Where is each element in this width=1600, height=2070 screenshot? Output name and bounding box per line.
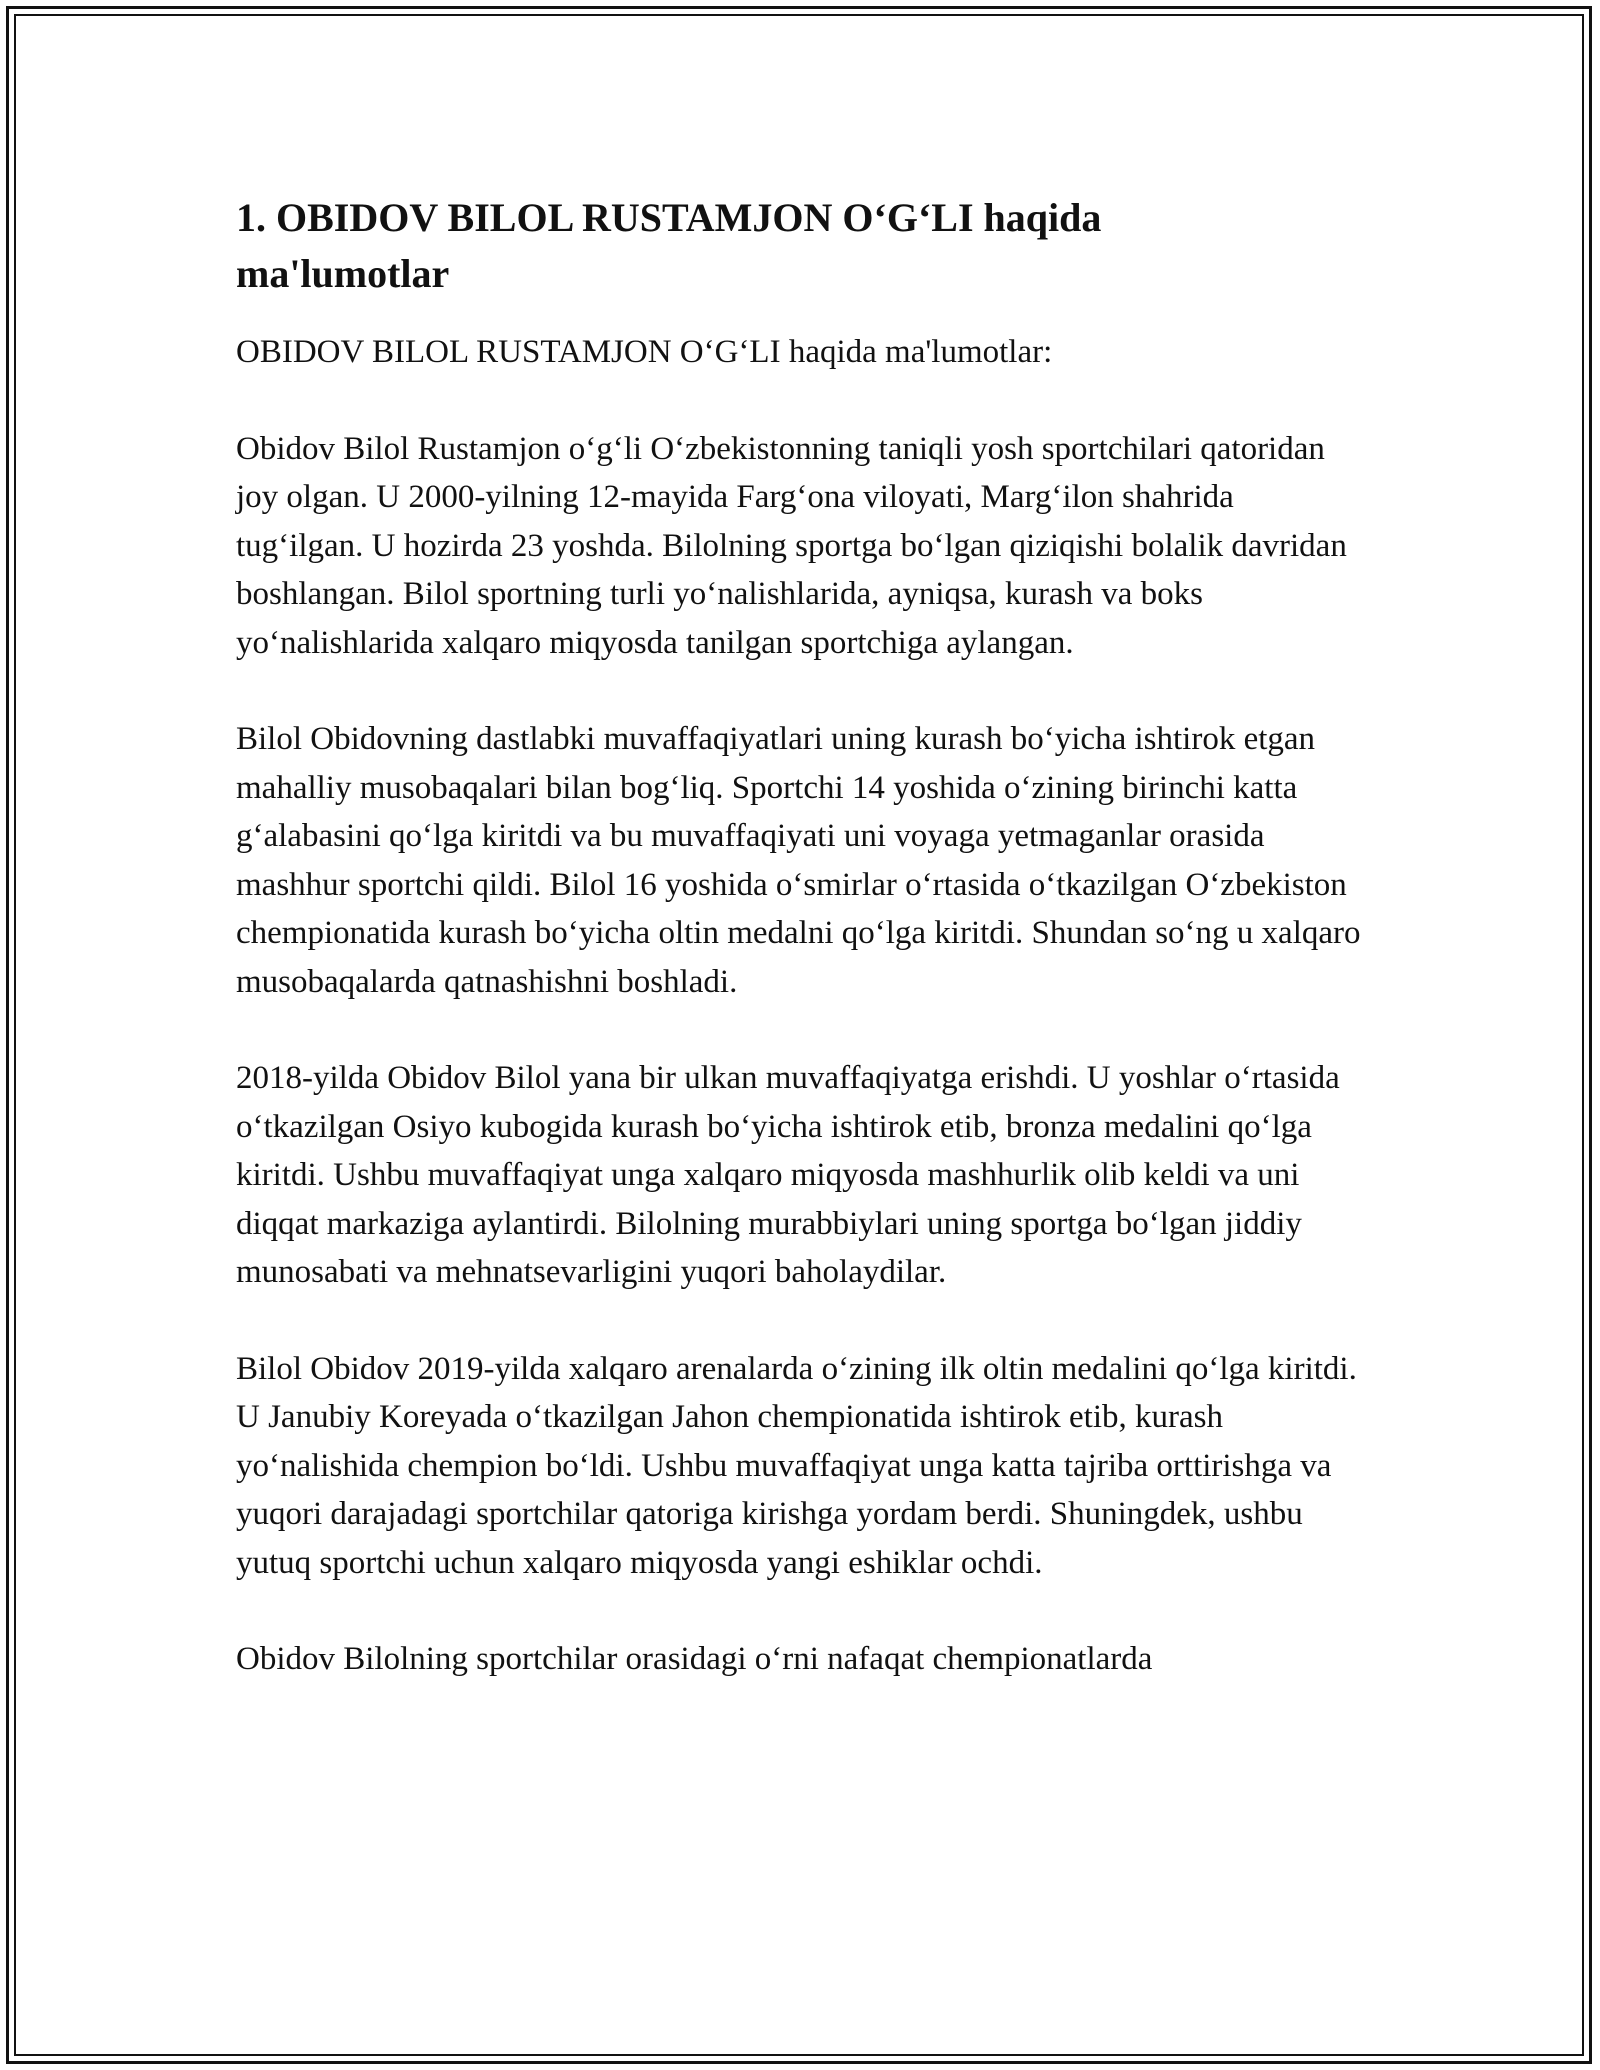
paragraph-5: Obidov Bilolning sportchilar orasidagi o‘rni nafaqat chempionatlarda bbox=[236, 1641, 1153, 1677]
paragraph-2: Bilol Obidovning dastlabki muvaffaqiyatlari uning kurash bo‘yicha ishtirok etgan mahalliy musobaqalari bilan bog‘liq. Sportchi 14 yoshida o‘zining birinchi katta g‘alabasini qo‘lga kiritdi va bu muvaffaqiyati uni voyaga yetmaganlar orasida mashhur sportchi qildi. Bilol 16 yoshida o‘smirlar o‘rtasida o‘tkazilgan O‘zbekiston chempionatida kurash bo‘yicha oltin medalni qo‘lga kiritdi. Shundan so‘ng u xalqaro musobaqalarda qatnashishni boshladi. bbox=[236, 721, 1361, 1000]
heading-line-2: ma'lumotlar bbox=[236, 251, 450, 296]
heading-line-1: 1. OBIDOV BILOL RUSTAMJON O‘G‘LI haqida bbox=[236, 195, 1102, 240]
paragraph-1: Obidov Bilol Rustamjon o‘g‘li O‘zbekistonning taniqli yosh sportchilari qatoridan joy olgan. U 2000-yilning 12-mayida Farg‘ona viloyati, Marg‘ilon shahrida tug‘ilgan. U hozirda 23 yoshda. Bilolning sportga bo‘lgan qiziqishi bolalik davridan boshlangan. Bilol sportning turli yo‘nalishlarida, ayniqsa, kurash va boks yo‘nalishlarida xalqaro miqyosda tanilgan sportchiga aylangan. bbox=[236, 430, 1347, 661]
paragraph-3: 2018-yilda Obidov Bilol yana bir ulkan muvaffaqiyatga erishdi. U yoshlar o‘rtasida o‘tkazilgan Osiyo kubogida kurash bo‘yicha ishtirok etib, bronza medalini qo‘lga kiritdi. Ushbu muvaffaqiyat unga xalqaro miqyosda mashhurlik olib keldi va uni diqqat markaziga aylantirdi. Bilolning murabbiylari uning sportga bo‘lgan jiddiy munosabati va mehnatsevarligini yuqori baholaydilar. bbox=[236, 1060, 1340, 1290]
document-heading bbox=[236, 190, 1366, 302]
paragraph-4: Bilol Obidov 2019-yilda xalqaro arenalarda o‘zining ilk oltin medalini qo‘lga kiritdi. U Janubiy Koreyada o‘tkazilgan Jahon chempionatida ishtirok etib, kurash yo‘nalishida chempion bo‘ldi. Ushbu muvaffaqiyat unga katta tajriba orttirishga va yuqori darajadagi sportchilar qatoriga kirishga yordam berdi. Shuningdek, ushbu yutuq sportchi uchun xalqaro miqyosda yangi eshiklar ochdi. bbox=[236, 1350, 1357, 1581]
intro-line: OBIDOV BILOL RUSTAMJON O‘G‘LI haqida ma'lumotlar: bbox=[236, 334, 1053, 370]
document-page bbox=[236, 190, 1366, 1732]
